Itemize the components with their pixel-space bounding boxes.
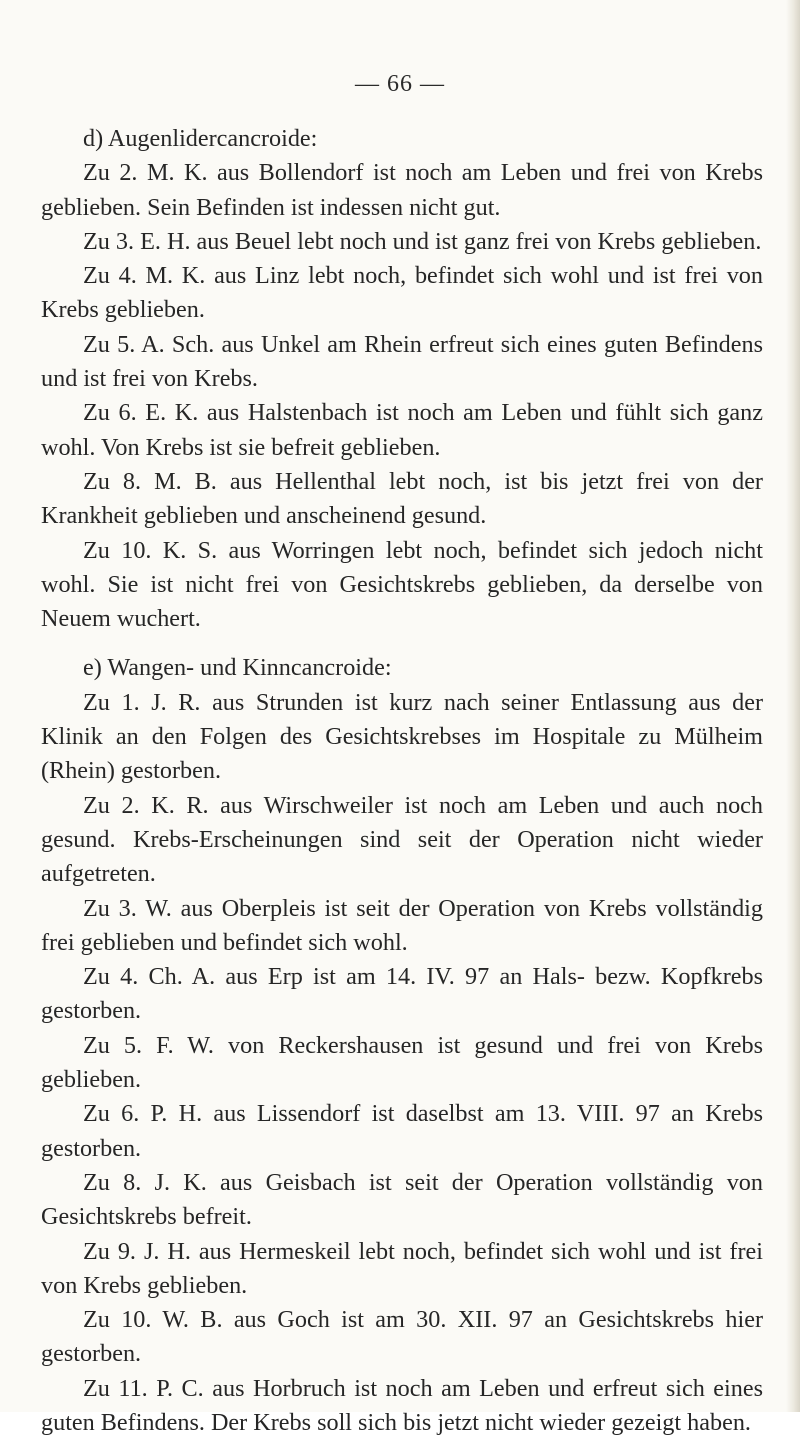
body-text xyxy=(41,122,763,1440)
paragraph-d-3: Zu 3. E. H. aus Beuel lebt noch und ist ganz frei von Krebs geblieben. xyxy=(83,227,762,255)
paragraph-e-4: Zu 4. Ch. A. aus Erp ist am 14. IV. 97 an Hals- bezw. Kopfkrebs gestorben. xyxy=(41,963,763,1025)
section-spacer xyxy=(41,636,763,651)
paragraph-e-6: Zu 6. P. H. aus Lissendorf ist daselbst am 13. VIII. 97 an Krebs gestorben. xyxy=(41,1100,763,1162)
paragraph-d-6: Zu 6. E. K. aus Halstenbach ist noch am Leben und fühlt sich ganz wohl. Von Krebs ist sie befreit geblieben. xyxy=(41,399,763,461)
paragraph-d-10: Zu 10. K. S. aus Worringen lebt noch, befindet sich jedoch nicht wohl. Sie ist nicht frei von Gesichtskrebs geblieben, da derselbe von Neuem wuchert. xyxy=(41,536,763,633)
paragraph-e-3: Zu 3. W. aus Oberpleis ist seit der Operation von Krebs vollständig frei geblieben und befindet sich wohl. xyxy=(41,894,763,956)
paragraph-e-9: Zu 9. J. H. aus Hermeskeil lebt noch, befindet sich wohl und ist frei von Krebs geblieben. xyxy=(41,1237,763,1299)
section-heading-d: d) Augenlidercancroide: xyxy=(83,125,318,152)
paragraph-d-8: Zu 8. M. B. aus Hellenthal lebt noch, ist bis jetzt frei von der Krankheit geblieben und anscheinend gesund. xyxy=(41,467,763,530)
section-heading-e: e) Wangen- und Kinncancroide: xyxy=(83,654,392,682)
paragraph-d-5: Zu 5. A. Sch. aus Unkel am Rhein erfreut sich eines guten Befindens und ist frei von Krebs. xyxy=(41,330,763,393)
paragraph-e-8: Zu 8. J. K. aus Geisbach ist seit der Operation vollständig von Gesichtskrebs befreit. xyxy=(41,1168,763,1231)
paragraph-e-1: Zu 1. J. R. aus Strunden ist kurz nach seiner Entlassung aus der Klinik an den Folgen des Gesichtskrebses im Hospitale zu Mülheim (Rhein) gestorben. xyxy=(41,688,763,785)
paragraph-e-11: Zu 11. P. C. aus Horbruch ist noch am Leben und erfreut sich eines guten Befindens. Der Krebs soll sich bis jetzt nicht wieder gezeigt haben. xyxy=(41,1374,763,1436)
paragraph-e-10: Zu 10. W. B. aus Goch ist am 30. XII. 97 an Gesichtskrebs hier gestorben. xyxy=(41,1306,763,1368)
paragraph-e-2: Zu 2. K. R. aus Wirschweiler ist noch am Leben und auch noch gesund. Krebs-Erscheinungen sind seit der Operation nicht wieder aufgetreten. xyxy=(41,791,763,888)
paragraph-e-5: Zu 5. F. W. von Reckershausen ist gesund und frei von Krebs geblieben. xyxy=(41,1031,763,1094)
page-number: — 66 — xyxy=(355,71,445,97)
paragraph-d-4: Zu 4. M. K. aus Linz lebt noch, befindet sich wohl und ist frei von Krebs geblieben. xyxy=(41,262,763,324)
paragraph-d-2: Zu 2. M. K. aus Bollendorf ist noch am Leben und frei von Krebs geblieben. Sein Befinden ist indessen nicht gut. xyxy=(41,159,763,221)
page-edge-shadow xyxy=(786,0,800,1412)
